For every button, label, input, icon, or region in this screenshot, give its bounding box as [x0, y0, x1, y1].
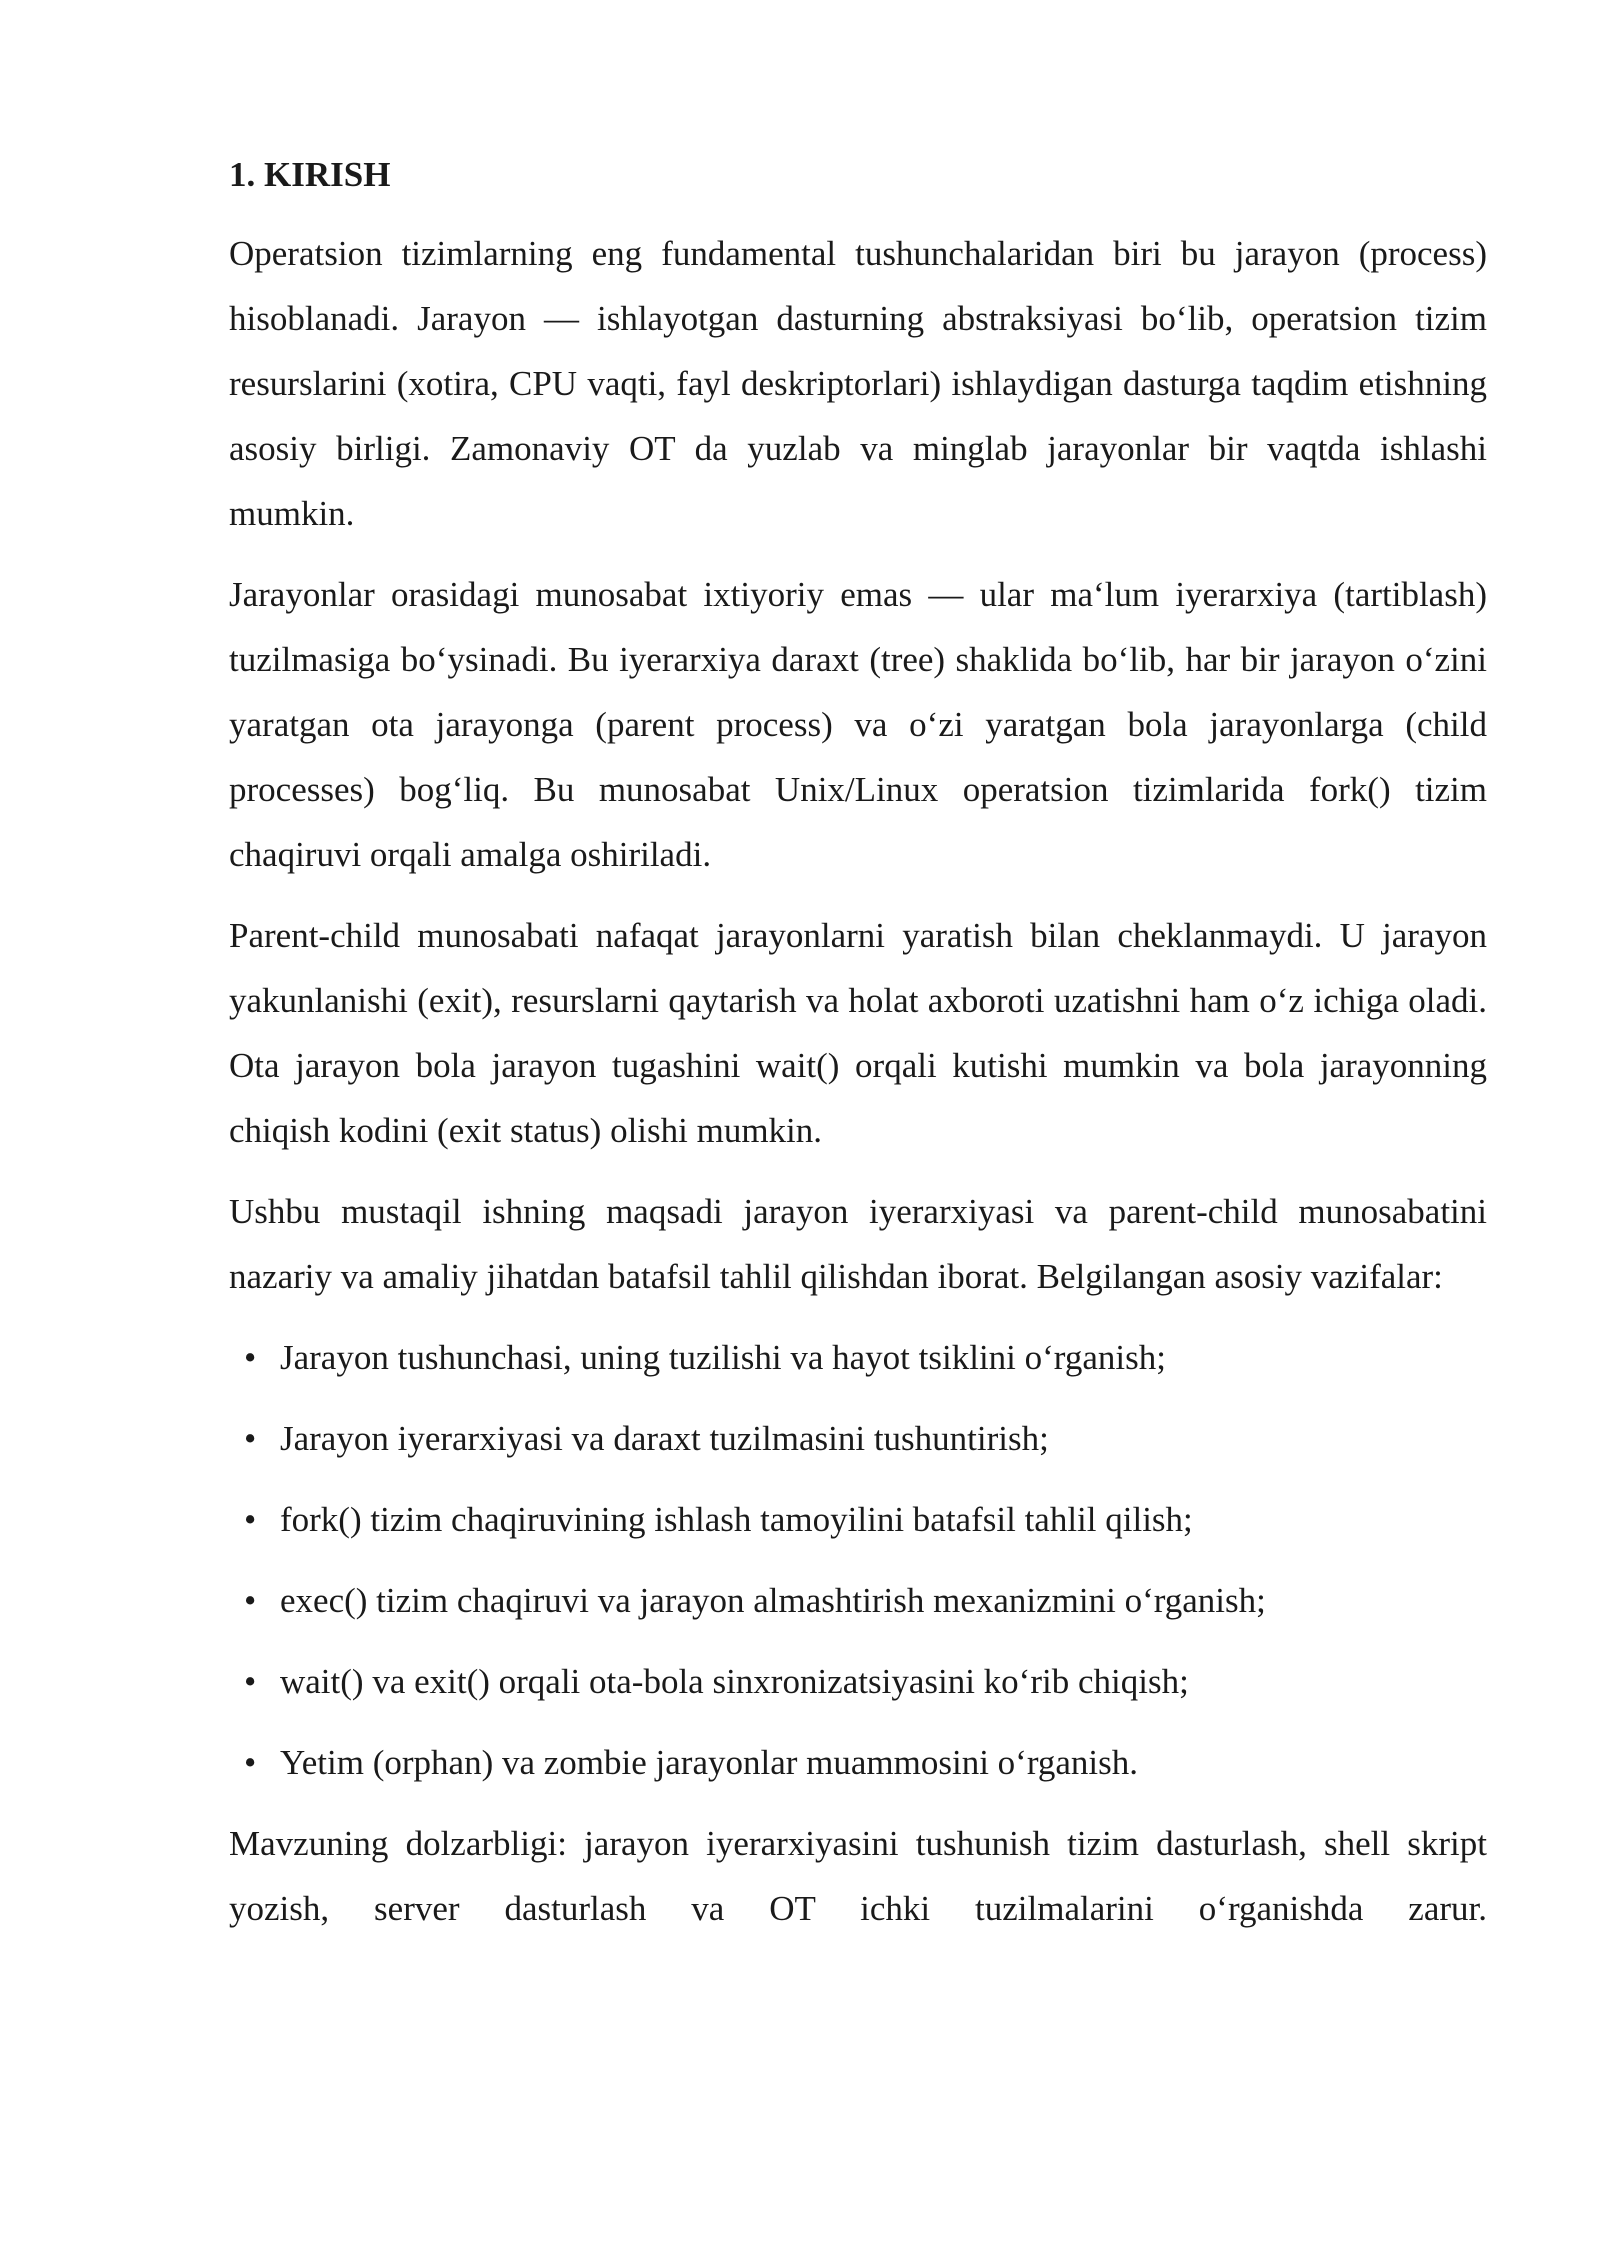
- bullet-marker: •: [244, 1662, 257, 1701]
- task-list: [229, 1325, 1487, 1795]
- list-item: [229, 1649, 1487, 1714]
- list-item-text: Yetim (orphan) va zombie jarayonlar muammosini o‘rganish.: [280, 1743, 1138, 1782]
- paragraph-relevance: Mavzuning dolzarbligi: jarayon iyerarxiyasini tushunish tizim dasturlash, shell skript yozish, server dasturlash va OT ichki tuzilmalarini o‘rganishda zarur.: [229, 1824, 1487, 1928]
- list-item: [229, 1406, 1487, 1471]
- list-item: [229, 1487, 1487, 1552]
- paragraph-parent-child: Parent-child munosabati nafaqat jarayonlarni yaratish bilan cheklanmaydi. U jarayon yakunlanishi (exit), resurslarni qaytarish va holat axboroti uzatishni ham o‘z ichiga oladi. Ota jarayon bola jarayon tugashini wait() orqali kutishi mumkin va bola jarayonning chiqish kodini (exit status) olishi mumkin.: [229, 916, 1487, 1150]
- list-item-text: Jarayon iyerarxiyasi va daraxt tuzilmasini tushuntirish;: [280, 1419, 1049, 1458]
- list-item-text: exec() tizim chaqiruvi va jarayon almashtirish mexanizmini o‘rganish;: [280, 1581, 1266, 1620]
- paragraph-intro: Operatsion tizimlarning eng fundamental tushunchalaridan biri bu jarayon (process) hisoblanadi. Jarayon — ishlayotgan dasturning abstraksiyasi bo‘lib, operatsion tizim resurslarini (xotira, CPU vaqti, fayl deskriptorlari) ishlaydigan dasturga taqdim etishning asosiy birligi. Zamonaviy OT da yuzlab va minglab jarayonlar bir vaqtda ishlashi mumkin.: [229, 234, 1487, 533]
- page-content: [229, 145, 1487, 1957]
- bullet-marker: •: [244, 1743, 257, 1782]
- bullet-marker: •: [244, 1500, 257, 1539]
- list-item: [229, 1730, 1487, 1795]
- paragraph-hierarchy: Jarayonlar orasidagi munosabat ixtiyoriy emas — ular ma‘lum iyerarxiya (tartiblash) tuzilmasiga bo‘ysinadi. Bu iyerarxiya daraxt (tree) shaklida bo‘lib, har bir jarayon o‘zini yaratgan ota jarayonga (parent process) va o‘zi yaratgan bola jarayonlarga (child processes) bog‘liq. Bu munosabat Unix/Linux operatsion tizimlarida fork() tizim chaqiruvi orqali amalga oshiriladi.: [229, 575, 1487, 874]
- list-item: [229, 1325, 1487, 1390]
- bullet-marker: •: [244, 1419, 257, 1458]
- list-item-text: wait() va exit() orqali ota-bola sinxronizatsiyasini ko‘rib chiqish;: [280, 1662, 1189, 1701]
- section-heading: 1. KIRISH: [229, 155, 391, 194]
- bullet-marker: •: [244, 1581, 257, 1620]
- list-item-text: Jarayon tushunchasi, uning tuzilishi va hayot tsiklini o‘rganish;: [280, 1338, 1166, 1377]
- bullet-marker: •: [244, 1338, 257, 1377]
- list-item-text: fork() tizim chaqiruvining ishlash tamoyilini batafsil tahlil qilish;: [280, 1500, 1193, 1539]
- paragraph-goal: Ushbu mustaqil ishning maqsadi jarayon iyerarxiyasi va parent-child munosabatini nazariy va amaliy jihatdan batafsil tahlil qilishdan iborat. Belgilangan asosiy vazifalar:: [229, 1192, 1487, 1296]
- list-item: [229, 1568, 1487, 1633]
